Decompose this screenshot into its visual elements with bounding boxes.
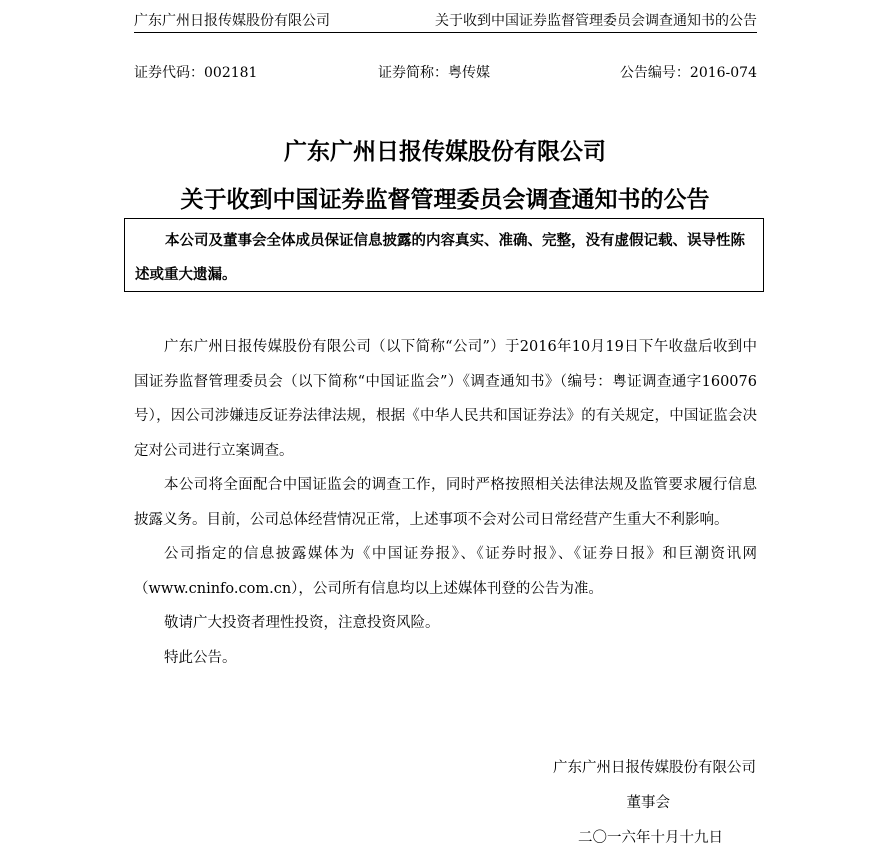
body-paragraph-3: 公司指定的信息披露媒体为《中国证券报》、《证券时报》、《证券日报》和巨潮资讯网（www.cninfo.com.cn），公司所有信息均以上述媒体刊登的公告为准。 bbox=[134, 546, 757, 597]
document-title-company: 广东广州日报传媒股份有限公司 bbox=[284, 139, 606, 165]
security-code: 证券代码：002181 bbox=[134, 65, 258, 81]
body-paragraph-1: 广东广州日报传媒股份有限公司（以下简称“公司”）于2016年10月19日下午收盘后收到中国证券监督管理委员会（以下简称“中国证监会”）《调查通知书》（编号：粤证调查通字160076号），因公司涉嫌违反证券法律法规，根据《中华人民共和国证券法》的有关规定，中国证监会决定对公司进行立案调查。 bbox=[134, 339, 757, 459]
announcement-number: 公告编号：2016-074 bbox=[619, 65, 757, 81]
body-paragraph-4: 敬请广大投资者理性投资，注意投资风险。 bbox=[164, 615, 440, 631]
body-paragraph-5: 特此公告。 bbox=[164, 649, 237, 666]
disclosure-notice-box: 本公司及董事会全体成员保证信息披露的内容真实、准确、完整，没有虚假记载、误导性陈述或重大遗漏。 bbox=[124, 218, 764, 292]
signature-board: 董事会 bbox=[626, 795, 670, 811]
announcement-body bbox=[134, 330, 757, 675]
header-title: 关于收到中国证券监督管理委员会调查通知书的公告 bbox=[435, 13, 757, 29]
body-paragraph-2: 本公司将全面配合中国证监会的调查工作，同时严格按照相关法律法规及监管要求履行信息披露义务。目前，公司总体经营情况正常，上述事项不会对公司日常经营产生重大不利影响。 bbox=[134, 477, 757, 528]
document-title-subject: 关于收到中国证券监督管理委员会调查通知书的公告 bbox=[180, 187, 710, 213]
signature-company: 广东广州日报传媒股份有限公司 bbox=[553, 760, 756, 776]
signature-date: 二〇一六年十月十九日 bbox=[578, 830, 723, 846]
header-company: 广东广州日报传媒股份有限公司 bbox=[134, 13, 330, 29]
security-abbreviation: 证券简称：粤传媒 bbox=[378, 65, 490, 81]
security-meta-row bbox=[134, 62, 757, 84]
running-header bbox=[134, 10, 757, 33]
